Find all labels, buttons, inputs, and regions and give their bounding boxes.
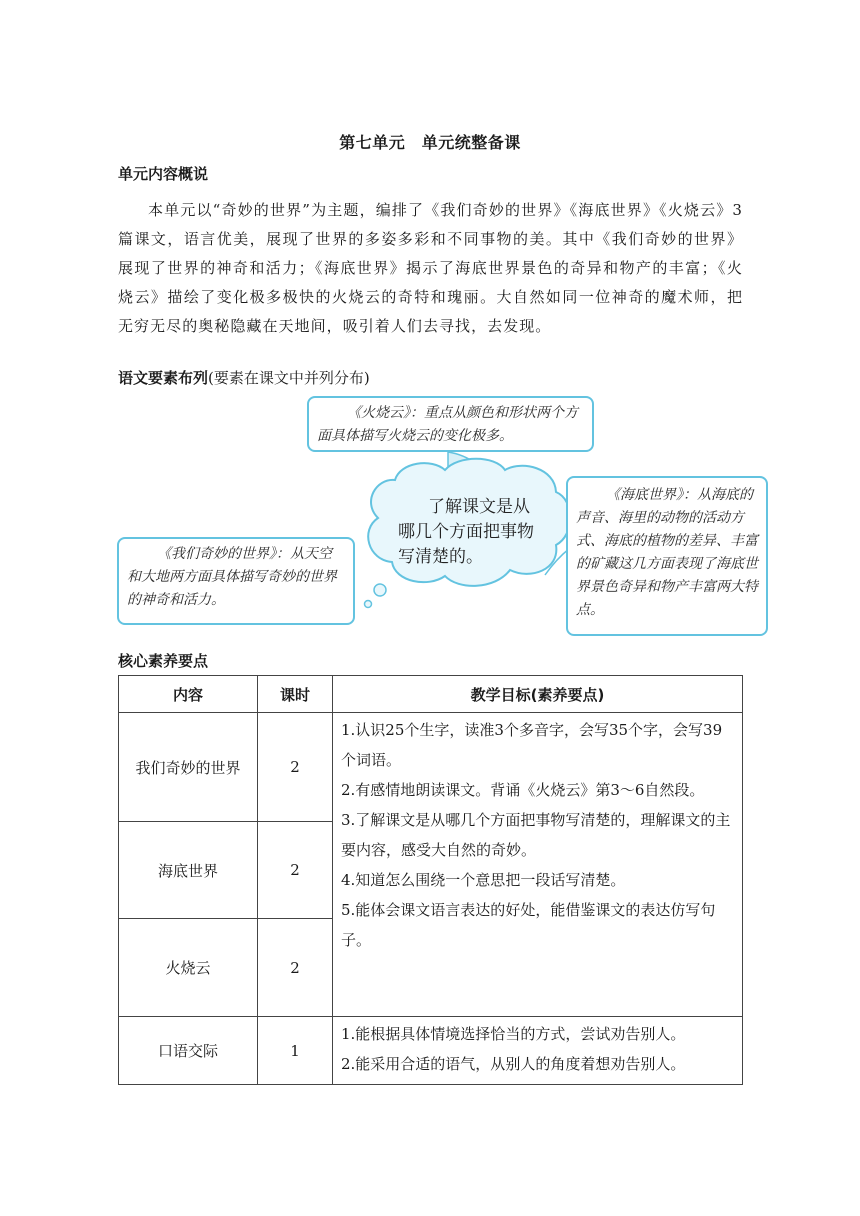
goal-item: 5.能体会课文语言表达的好处，能借鉴课文的表达仿写句子。	[341, 901, 716, 949]
row-hours: 2	[258, 713, 333, 822]
core-table	[118, 675, 743, 1085]
page-title: 第七单元 单元统整备课	[339, 133, 521, 152]
table-row	[119, 1017, 743, 1085]
overview-text: 本单元以“奇妙的世界”为主题，编排了《我们奇妙的世界》《海底世界》《火烧云》3篇课文，语言优美，展现了世界的多姿多彩和不同事物的美。其中《我们奇妙的世界》展现了世界的神奇和活力；《海底世界》揭示了海底世界景色的奇异和物产的丰富；《火烧云》描绘了变化极多极快的火烧云的奇特和瑰丽。大自然如同一位神奇的魔术师，把无穷无尽的奥秘隐藏在天地间，吸引着人们去寻找，去发现。	[118, 201, 743, 335]
cloud-center-text: 了解课文是从哪几个方面把事物写清楚的。	[398, 497, 534, 567]
row-hours: 2	[258, 919, 333, 1017]
goal-item: 1.能根据具体情境选择恰当的方式，尝试劝告别人。	[341, 1025, 686, 1043]
row-hours: 1	[258, 1017, 333, 1085]
box-haidi-shijie: 《海底世界》：从海底的声音、海里的动物的活动方式、海底的植物的差异、丰富的矿藏这几方面表现了海底世界景色奇异和物产丰富两大特点。	[566, 476, 768, 636]
header-content: 内容	[119, 676, 258, 713]
row-content: 火烧云	[119, 919, 258, 1017]
header-goals: 教学目标(素养要点)	[333, 676, 743, 713]
overview-heading: 单元内容概说	[118, 165, 209, 183]
row-content: 我们奇妙的世界	[119, 713, 258, 822]
goal-item: 2.能采用合适的语气，从别人的角度着想劝告别人。	[341, 1055, 686, 1073]
core-heading: 核心素养要点	[118, 652, 209, 670]
row-hours: 2	[258, 822, 333, 919]
goals-main-cell	[333, 713, 743, 1017]
goal-item: 3.了解课文是从哪几个方面把事物写清楚的，理解课文的主要内容，感受大自然的奇妙。	[341, 811, 731, 859]
goal-item: 2.有感情地朗读课文。背诵《火烧云》第3～6自然段。	[341, 781, 705, 799]
table-header-row	[119, 676, 743, 713]
elements-heading-text: 语文要素布列	[118, 369, 209, 387]
row-content: 口语交际	[119, 1017, 258, 1085]
goals-oral-cell	[333, 1017, 743, 1085]
goal-item: 1.认识25个生字，读准3个多音字，会写35个字，会写39个词语。	[341, 721, 723, 769]
row-content: 海底世界	[119, 822, 258, 919]
header-hours: 课时	[258, 676, 333, 713]
table-row	[119, 713, 743, 822]
goal-item: 4.知道怎么围绕一个意思把一段话写清楚。	[341, 871, 626, 889]
box-huoshaoyun: 《火烧云》：重点从颜色和形状两个方面具体描写火烧云的变化极多。	[307, 396, 594, 452]
elements-subheading: (要素在课文中并列分布)	[208, 369, 370, 387]
box-women-qimiao: 《我们奇妙的世界》：从天空和大地两方面具体描写奇妙的世界的神奇和活力。	[117, 537, 355, 625]
